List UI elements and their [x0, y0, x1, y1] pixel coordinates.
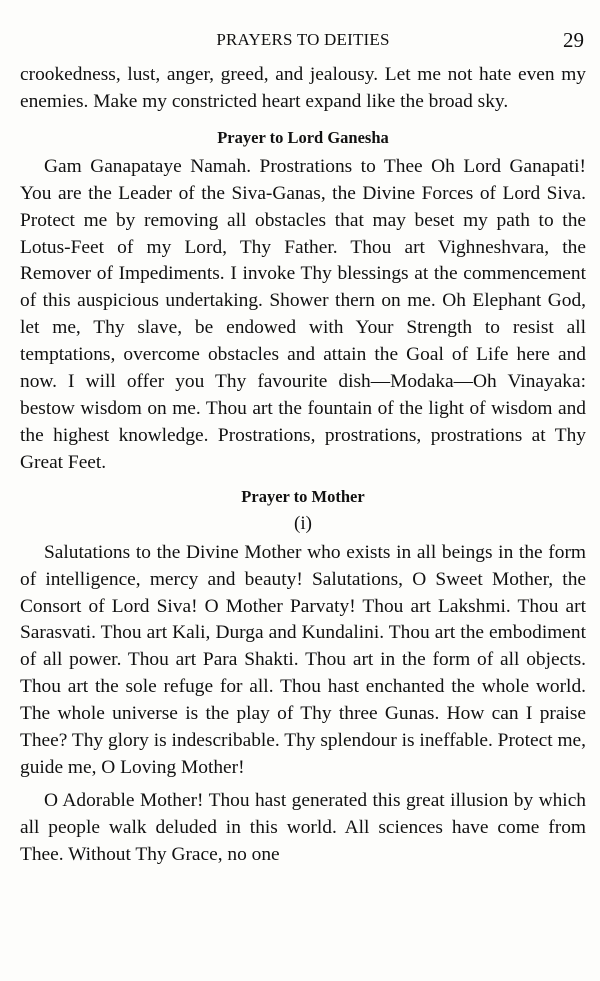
continued-paragraph: crookedness, lust, anger, greed, and jealousy. Let me not hate even my enemies. Make my constricted heart expand like the broad sky.: [20, 64, 586, 112]
page-body: [20, 62, 586, 869]
section-heading-ganesha: Prayer to Lord Ganesha: [217, 127, 389, 147]
running-title: PRAYERS TO DEITIES: [216, 30, 390, 49]
mother-paragraph-1: Salutations to the Divine Mother who exists in all beings in the form of intelligence, mercy and beauty! Salutations, O Sweet Mother, the Consort of Lord Siva! O Mother Parvaty! Thou art Lakshmi. Thou art Sarasvati. Thou art Kali, Durga and Kundalini. Thou art the embodiment of all power. Thou art Para Shakti. Thou art in the form of all objects. Thou art the sole refuge for all. Thou hast enchanted the whole world. The whole universe is the play of Thy three Gunas. How can I praise Thee? Thy glory is indescribable. Thy splendour is ineffable. Protect me, guide me, O Loving Mother!: [20, 541, 586, 778]
section-subheading-numeral: (i): [294, 512, 312, 534]
section-heading-mother: Prayer to Mother: [241, 486, 365, 506]
mother-paragraph-2: O Adorable Mother! Thou hast generated this great illusion by which all people walk deluded in this world. All sciences have come from Thee. Without Thy Grace, no one: [20, 789, 586, 865]
running-header: [20, 28, 586, 52]
page-number: 29: [563, 28, 584, 52]
ganesha-paragraph: Gam Ganapataye Namah. Prostrations to Thee Oh Lord Ganapati! You are the Leader of the Siva-Ganas, the Divine Forces of Lord Siva. Protect me by removing all obstacles that may beset my path to the Lotus-Feet of my Lord, Thy Father. Thou art Vighneshvara, the Remover of Impediments. I invoke Thy blessings at the commencement of this auspicious undertaking. Shower thern on me. Oh Elephant God, let me, Thy slave, be endowed with Your Strength to resist all temptations, overcome obstacles and attain the Goal of Life here and now. I will offer you Thy favourite dish—Modaka—Oh Vinayaka: bestow wisdom on me. Thou art the fountain of the light of wisdom and the highest knowledge. Prostrations, prostrations, prostrations at Thy Great Feet.: [20, 155, 586, 473]
